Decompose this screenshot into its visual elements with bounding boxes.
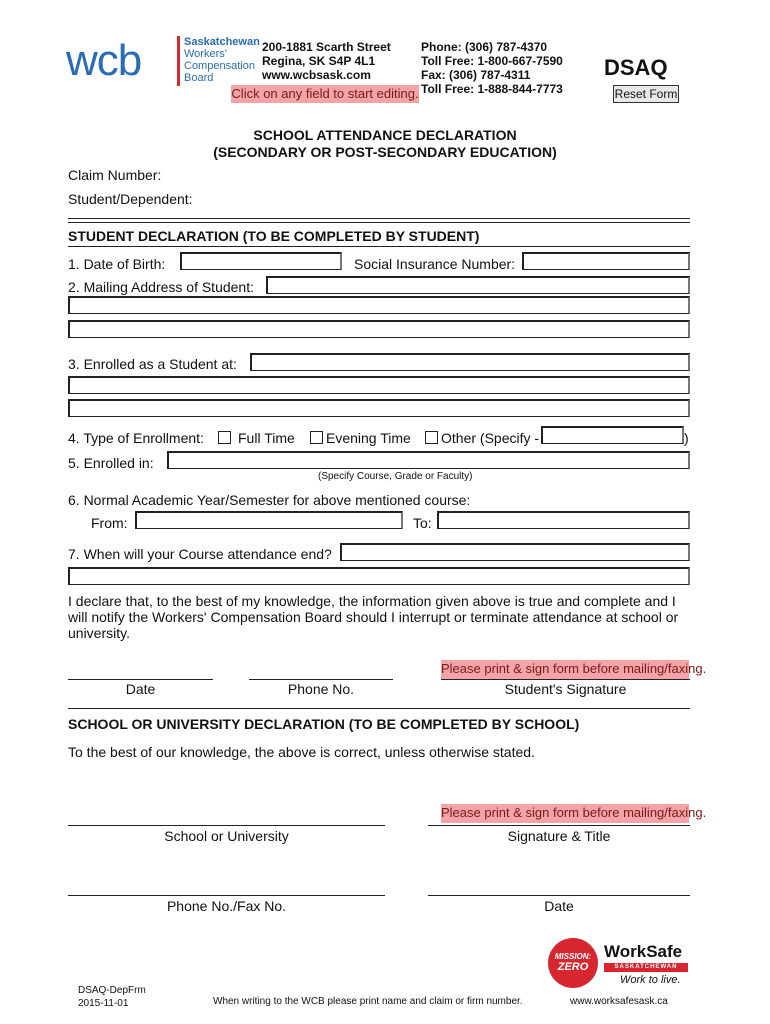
reset-form-button[interactable]: Reset Form [614, 87, 678, 101]
worksafe-logo [548, 938, 690, 990]
contact-block [421, 40, 563, 96]
enrollment-type-label: 4. Type of Enrollment: [68, 430, 204, 446]
from-field[interactable] [135, 511, 403, 529]
enrolled-in-field[interactable] [167, 451, 690, 469]
school-phone-caption: Phone No./Fax No. [166, 898, 287, 914]
edit-hint-banner: Click on any field to start editing. [231, 86, 419, 101]
academic-year-label: 6. Normal Academic Year/Semester for above mentioned course: [68, 492, 471, 508]
school-signature-line [428, 825, 690, 826]
school-name-line [68, 825, 385, 826]
worksafe-sub: SASKATCHEWAN [604, 963, 688, 972]
form-code: DSAQ [604, 55, 668, 80]
address-line-1: 200-1881 Scarth Street [262, 40, 391, 54]
student-signature-line [441, 679, 690, 680]
date-of-birth-field[interactable] [180, 252, 342, 270]
other-specify-field[interactable] [541, 426, 684, 444]
claim-number-label: Claim Number: [68, 167, 162, 183]
phone-line: Phone: (306) 787-4370 [421, 40, 548, 54]
date-of-birth-label: 1. Date of Birth: [68, 256, 166, 272]
wcb-logo [66, 36, 260, 90]
evening-time-label: Evening Time [326, 430, 411, 446]
logo-divider [177, 36, 180, 86]
attendance-end-field-1[interactable] [340, 543, 690, 561]
enrolled-at-label: 3. Enrolled as a Student at: [68, 356, 237, 372]
student-heading-rule [68, 246, 690, 247]
wcb-logo-text: wcb [66, 36, 142, 85]
mailing-address-field-1[interactable] [266, 276, 690, 294]
form-id [78, 984, 146, 1010]
sin-field[interactable] [522, 252, 690, 270]
school-date-line [428, 895, 690, 896]
student-phone-line [249, 679, 393, 680]
form-title-line-2: (SECONDARY OR POST-SECONDARY EDUCATION) [213, 144, 557, 160]
enrolled-in-label: 5. Enrolled in: [68, 455, 154, 471]
address-line-2: Regina, SK S4P 4L1 [262, 54, 376, 68]
sin-label: Social Insurance Number: [354, 256, 516, 272]
tollfree-line-1: Toll Free: 1-800-667-7590 [421, 54, 563, 68]
full-time-checkbox[interactable] [218, 431, 231, 444]
student-dependent-field[interactable] [195, 189, 495, 207]
attendance-end-label: 7. When will your Course attendance end? [68, 546, 332, 562]
mailing-address-label: 2. Mailing Address of Student: [68, 279, 254, 295]
mailing-address-field-2[interactable] [68, 296, 690, 314]
enrolled-at-field-1[interactable] [250, 353, 690, 371]
section-divider-top [68, 218, 690, 219]
worksafe-tagline: Work to live. [620, 974, 681, 986]
other-close-paren: ) [684, 430, 689, 446]
full-time-label: Full Time [238, 430, 295, 446]
form-title [0, 127, 770, 161]
section-divider-middle [68, 708, 690, 709]
student-declaration-text: I declare that, to the best of my knowledge, the information given above is true and complete and I will notify the Workers' Compensation Board should I interrupt or terminate attendance at school or university. [68, 593, 679, 641]
other-label: Other (Specify - [441, 430, 540, 446]
school-signature-caption: Signature & Title [507, 828, 611, 844]
student-dependent-label: Student/Dependent: [68, 191, 193, 207]
mailing-address-field-3[interactable] [68, 320, 690, 338]
school-phone-line [68, 895, 385, 896]
attendance-end-field-2[interactable] [68, 567, 690, 585]
address-block [262, 40, 391, 82]
tollfree-line-2: Toll Free: 1-888-844-7773 [421, 82, 563, 96]
enrolled-at-field-3[interactable] [68, 399, 690, 417]
claim-number-field[interactable] [165, 165, 365, 183]
other-checkbox[interactable] [425, 431, 438, 444]
enrolled-at-field-2[interactable] [68, 376, 690, 394]
student-signature-caption: Student's Signature [504, 681, 627, 697]
section-divider-top-2 [68, 222, 690, 223]
worksafe-wordmark: WorkSafe [604, 942, 683, 961]
student-print-notice: Please print & sign form before mailing/faxing. [441, 660, 689, 679]
worksafe-website: www.worksafesask.ca [570, 996, 668, 1007]
school-date-caption: Date [544, 898, 574, 914]
student-phone-caption: Phone No. [287, 681, 355, 697]
student-date-line [68, 679, 213, 680]
school-print-notice: Please print & sign form before mailing/faxing. [441, 804, 689, 823]
fax-line: Fax: (306) 787-4311 [421, 68, 531, 82]
to-label: To: [413, 515, 432, 531]
student-section-heading: STUDENT DECLARATION (TO BE COMPLETED BY STUDENT) [68, 228, 480, 244]
school-caption: School or University [164, 828, 289, 844]
to-field[interactable] [437, 511, 690, 529]
from-label: From: [91, 515, 128, 531]
school-statement: To the best of our knowledge, the above is correct, unless otherwise stated. [68, 744, 535, 760]
logo-org-name: Saskatchewan Workers' Compensation Board [184, 36, 260, 84]
mission-zero-badge: MISSION: ZERO [548, 938, 598, 988]
website-line: www.wcbsask.com [262, 68, 371, 82]
enrolled-in-hint: (Specify Course, Grade or Faculty) [318, 471, 473, 482]
form-id-code: DSAQ-DepFrm [78, 985, 146, 996]
school-section-heading: SCHOOL OR UNIVERSITY DECLARATION (TO BE COMPLETED BY SCHOOL) [68, 716, 580, 732]
student-date-caption: Date [125, 681, 156, 697]
form-id-date: 2015-11-01 [78, 998, 129, 1009]
evening-time-checkbox[interactable] [310, 431, 323, 444]
footer-note: When writing to the WCB please print name and claim or firm number. [213, 996, 523, 1007]
form-title-line-1: SCHOOL ATTENDANCE DECLARATION [253, 127, 517, 143]
